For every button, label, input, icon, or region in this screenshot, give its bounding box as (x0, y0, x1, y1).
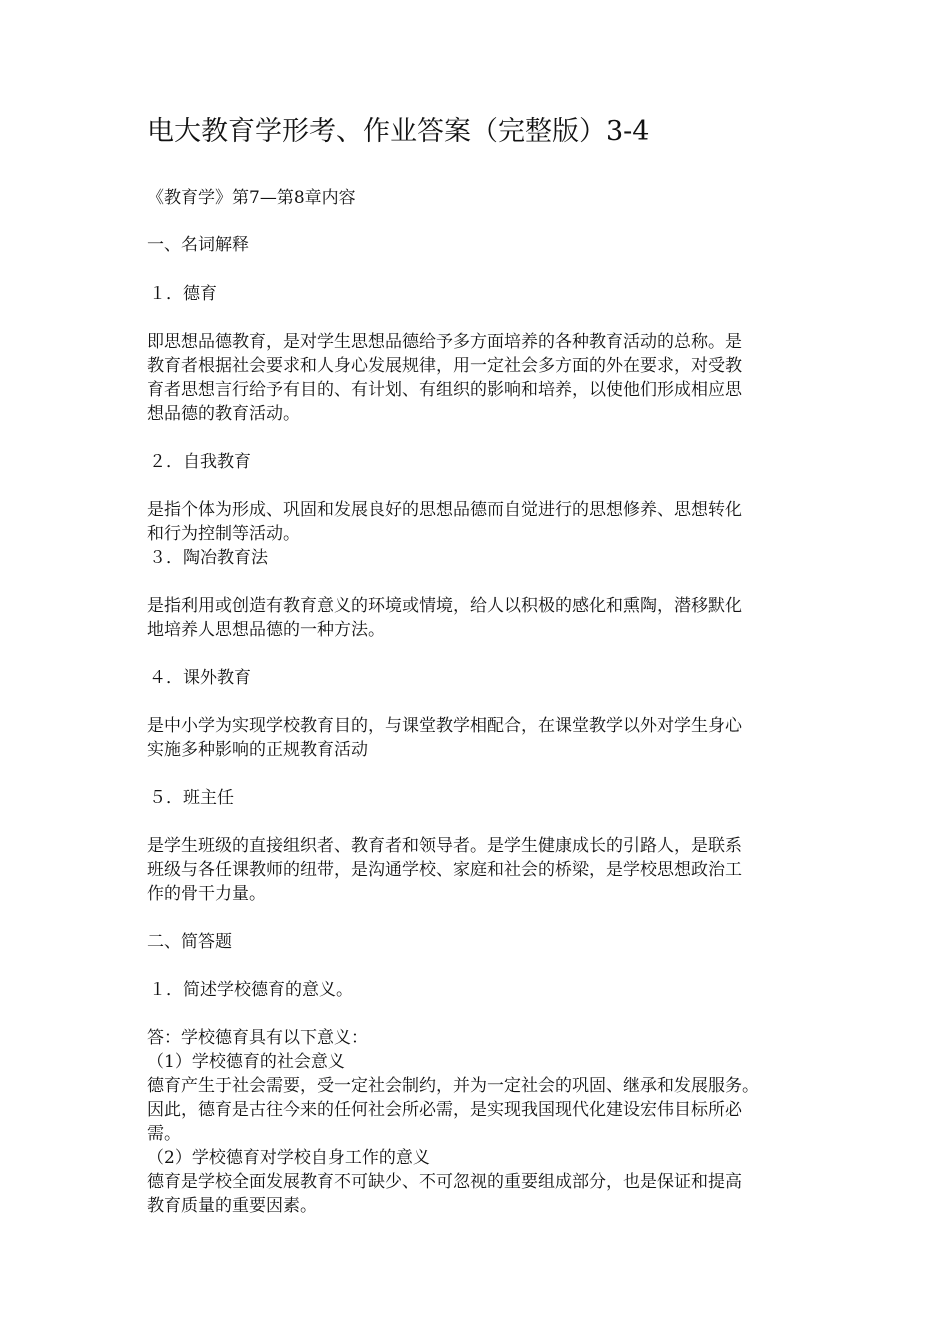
term-definition-extracurricular (147, 714, 809, 762)
term-heading-extracurricular: ４．课外教育 (149, 668, 251, 688)
term-heading-deyu: １．德育 (149, 284, 217, 304)
answer-text (147, 1026, 809, 1218)
text-line: 德育产生于社会需要，受一定社会制约，并为一定社会的巩固、继承和发展服务。 (147, 1076, 759, 1096)
text-line: 实施多种影响的正规教育活动 (147, 740, 368, 760)
term-definition-self-education (147, 498, 809, 546)
text-line: 育者思想言行给予有目的、有计划、有组织的影响和培养，以使他们形成相应思 (147, 380, 742, 400)
question-heading: １．简述学校德育的意义。 (149, 980, 353, 1000)
text-line: 德育是学校全面发展教育不可缺少、不可忽视的重要组成部分，也是保证和提高 (147, 1172, 742, 1192)
text-line: 因此，德育是古往今来的任何社会所必需，是实现我国现代化建设宏伟目标所必 (147, 1100, 742, 1120)
text-line: （1）学校德育的社会意义 (147, 1052, 345, 1072)
text-line: 地培养人思想品德的一种方法。 (147, 620, 385, 640)
text-line: 班级与各任课教师的纽带，是沟通学校、家庭和社会的桥梁，是学校思想政治工 (147, 860, 742, 880)
text-line: 想品德的教育活动。 (147, 404, 300, 424)
text-line: （2）学校德育对学校自身工作的意义 (147, 1148, 430, 1168)
text-line: 是指利用或创造有教育意义的环境或情境，给人以积极的感化和熏陶，潜移默化 (147, 596, 742, 616)
document-title: 电大教育学形考、作业答案（完整版）3-4 (147, 116, 650, 147)
term-definition-head-teacher (147, 834, 809, 906)
term-definition-cultivation-method (147, 594, 809, 642)
term-heading-cultivation-method: ３．陶冶教育法 (149, 548, 268, 568)
text-line: 教育者根据社会要求和人身心发展规律，用一定社会多方面的外在要求，对受教 (147, 356, 742, 376)
section-heading-terms: 一、名词解释 (147, 235, 249, 255)
text-line: 需。 (147, 1124, 181, 1144)
term-heading-self-education: ２．自我教育 (149, 452, 251, 472)
text-line: 是学生班级的直接组织者、教育者和领导者。是学生健康成长的引路人，是联系 (147, 836, 742, 856)
document-subtitle: 《教育学》第7—第8章内容 (147, 188, 356, 208)
text-line: 是中小学为实现学校教育目的，与课堂教学相配合，在课堂教学以外对学生身心 (147, 716, 742, 736)
section-heading-short-answer: 二、简答题 (147, 932, 232, 952)
text-line: 答：学校德育具有以下意义： (147, 1028, 368, 1048)
term-definition-deyu (147, 330, 809, 426)
text-line: 教育质量的重要因素。 (147, 1196, 317, 1216)
text-line: 作的骨干力量。 (147, 884, 266, 904)
text-line: 即思想品德教育，是对学生思想品德给予多方面培养的各种教育活动的总称。是 (147, 332, 742, 352)
text-line: 和行为控制等活动。 (147, 524, 300, 544)
text-line: 是指个体为形成、巩固和发展良好的思想品德而自觉进行的思想修养、思想转化 (147, 500, 742, 520)
term-heading-head-teacher: ５．班主任 (149, 788, 234, 808)
